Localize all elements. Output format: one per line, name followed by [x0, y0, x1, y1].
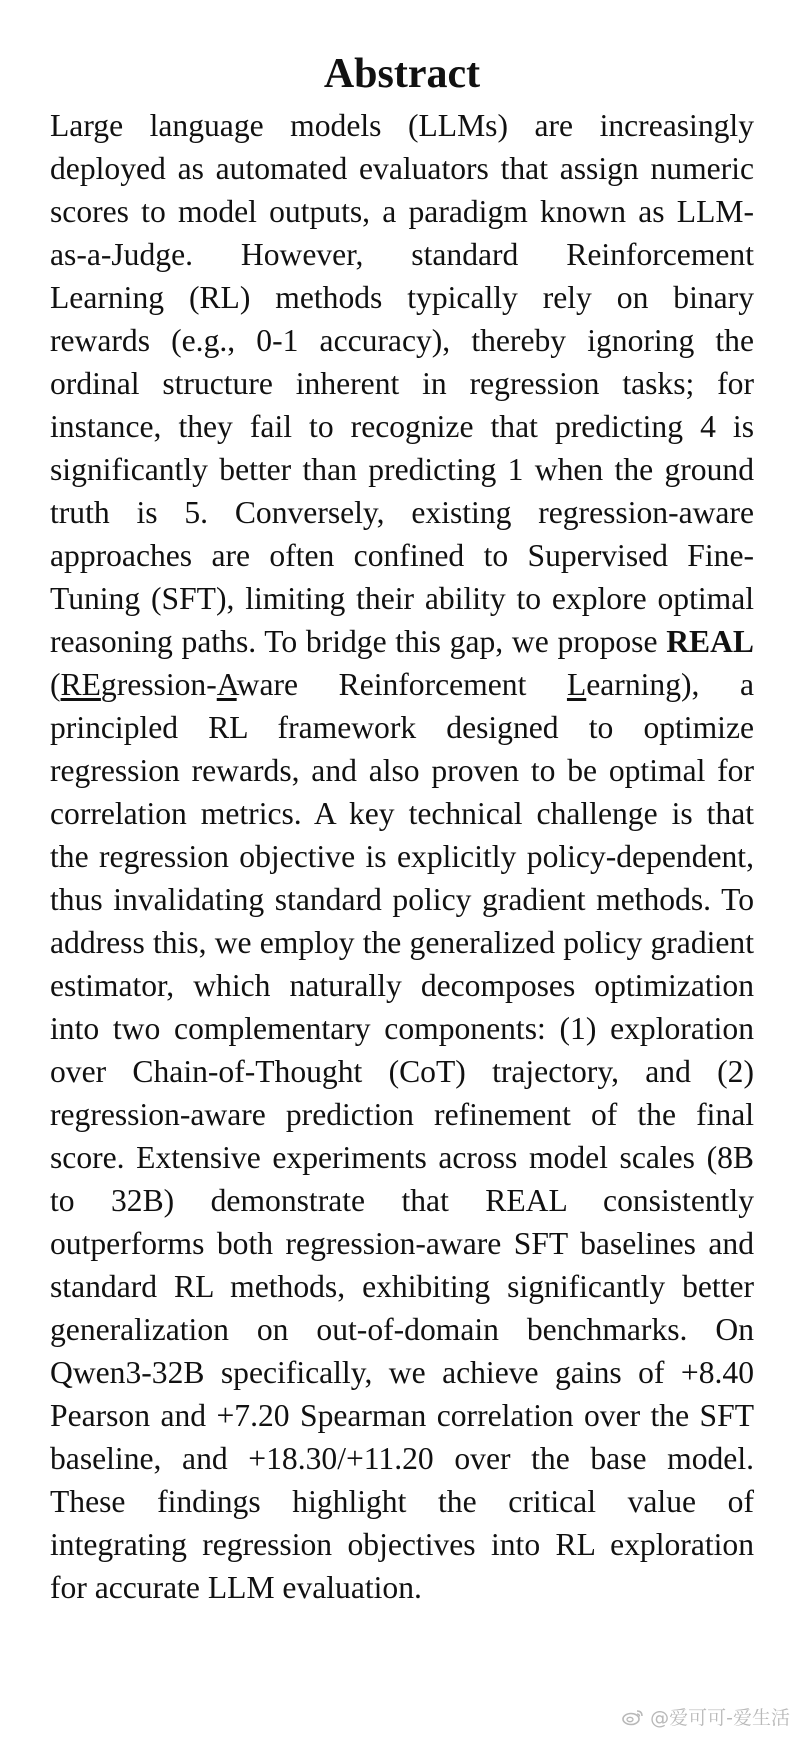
acronym-underline-a: A: [216, 667, 237, 702]
acronym-underline-re: RE: [60, 667, 101, 702]
abstract-title: Abstract: [323, 51, 481, 97]
abstract-text: earning), a principled RL framework designed to optimize regression rewards, and also proven to be optimal for correlation metrics. A key technical challenge is that the regression objective is explicitly policy-dependent, thus invalidating standard policy gradient methods. To address this, we employ the generalized policy gradient estimator, which naturally decomposes optimization into two complementary components: (1) exploration over Chain-of-Thought (CoT) trajectory, and (2) regression-aware prediction refinement of the final score. Extensive experiments across model scales (8B to 32B) demonstrate that REAL consistently outperforms both regression-aware SFT baselines and standard RL methods, exhibiting significantly better generalization on out-of-domain benchmarks. On Qwen3-32B specifically, we achieve gains of +8.40 Pearson and +7.20 Spearman correlation over the SFT baseline, and +18.30/+11.20 over the base model. These findings highlight the critical value of integrating regression objectives into RL exploration for accurate LLM evaluation.: [50, 667, 755, 1605]
watermark: [622, 1703, 790, 1730]
method-name-bold: REAL: [666, 624, 754, 659]
abstract-body: [50, 104, 754, 1609]
abstract-text: (: [50, 667, 61, 702]
watermark-text: @爱可可-爱生活: [650, 1707, 790, 1729]
acronym-underline-l: L: [566, 667, 587, 702]
abstract-text: ware Reinforcement: [236, 667, 567, 702]
weibo-logo-icon: [622, 1708, 644, 1726]
abstract-text: gression-: [100, 667, 217, 702]
abstract-text: Large language models (LLMs) are increasingly deployed as automated evaluators that assign numeric scores to model outputs, a paradigm known as LLM-as-a-Judge. However, standard Reinforcement Learning (RL) methods typically rely on binary rewards (e.g., 0-1 accuracy), thereby ignoring the ordinal structure inherent in regression tasks; for instance, they fail to recognize that predicting 4 is significantly better than predicting 1 when the ground truth is 5. Conversely, existing regression-aware approaches are often confined to Supervised Fine-Tuning (SFT), limiting their ability to explore optimal reasoning paths. To bridge this gap, we propose: [50, 108, 754, 659]
abstract-section: [50, 48, 754, 1609]
